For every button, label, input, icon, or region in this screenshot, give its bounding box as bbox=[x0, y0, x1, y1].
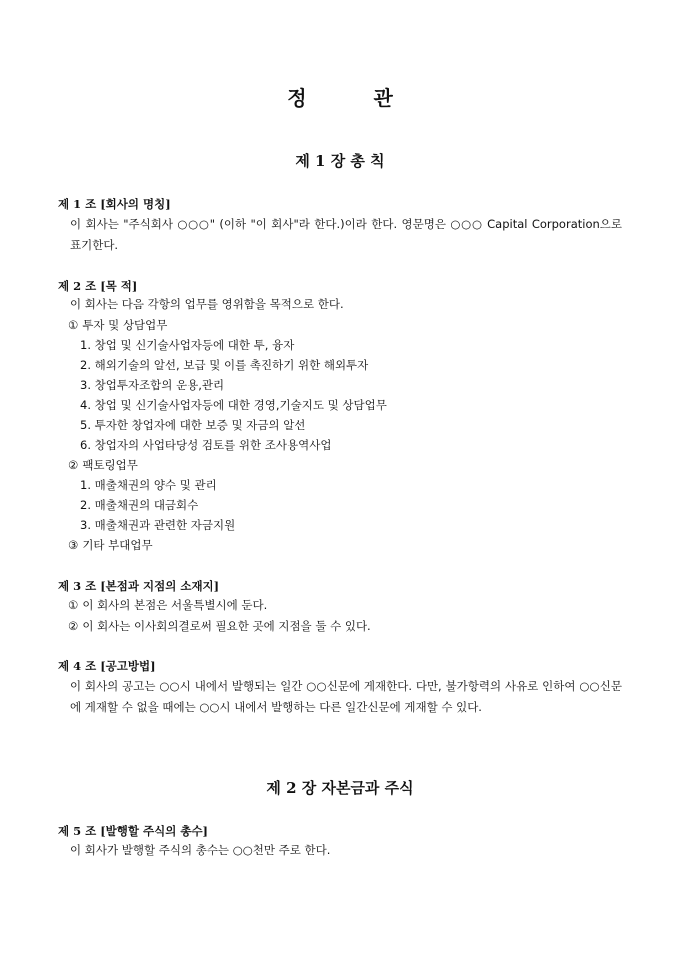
circled-number-1: ① bbox=[68, 598, 79, 612]
article-2-intro: 이 회사는 다음 각항의 업무를 영위함을 목적으로 한다. bbox=[70, 297, 344, 311]
list-item: 6. 창업자의 사업타당성 검토를 위한 조사용역사업 bbox=[80, 438, 332, 452]
chapter-2-heading: 제 2 장 자본금과 주식 bbox=[266, 779, 414, 797]
list-item: 3. 창업투자조합의 운용,관리 bbox=[80, 378, 225, 392]
chapter-1-heading: 제 1 장 총 칙 bbox=[295, 152, 385, 170]
circled-number-2: ② bbox=[68, 619, 79, 633]
article-3-item-1-text: 이 회사의 본점은 서울특별시에 둔다. bbox=[82, 598, 268, 612]
list-item: 1. 창업 및 신기술사업자등에 대한 투, 융자 bbox=[80, 338, 295, 352]
article-1-text: 이 회사는 "주식회사 ○○○" (이하 "이 회사"라 한다.)이라 한다. 영문명은 ○○○ Capital Corporation으로 표기한다. bbox=[70, 217, 622, 252]
article-2-group-3 bbox=[68, 535, 153, 555]
list-item: 5. 투자한 창업자에 대한 보증 및 자금의 알선 bbox=[80, 418, 306, 432]
group-1-label: 투자 및 상담업무 bbox=[82, 318, 168, 332]
circled-number-3: ③ bbox=[68, 538, 79, 552]
list-item: 3. 매출채권과 관련한 자금지원 bbox=[80, 518, 236, 532]
article-3-item-1 bbox=[68, 595, 267, 615]
document-title: 정 관 bbox=[287, 86, 423, 110]
article-3-item-2-text: 이 회사는 이사회의결로써 필요한 곳에 지점을 둘 수 있다. bbox=[82, 619, 371, 633]
article-5-heading: 제 5 조 [발행할 주식의 총수] bbox=[58, 824, 208, 838]
group-3-label: 기타 부대업무 bbox=[82, 538, 153, 552]
list-item: 1. 매출채권의 양수 및 관리 bbox=[80, 478, 217, 492]
article-1-heading: 제 1 조 [회사의 명칭] bbox=[58, 197, 171, 211]
article-3-heading: 제 3 조 [본점과 지점의 소재지] bbox=[58, 579, 220, 593]
list-item: 2. 해외기술의 알선, 보급 및 이를 촉진하기 위한 해외투자 bbox=[80, 358, 369, 372]
article-2-group-2 bbox=[68, 455, 138, 475]
article-2-group-1 bbox=[68, 315, 167, 335]
article-5-text: 이 회사가 발행할 주식의 총수는 ○○천만 주로 한다. bbox=[70, 843, 331, 857]
list-item: 2. 매출채권의 대금회수 bbox=[80, 498, 199, 512]
article-3-item-2 bbox=[68, 616, 371, 636]
circled-number-2: ② bbox=[68, 458, 79, 472]
article-4-heading: 제 4 조 [공고방법] bbox=[58, 659, 156, 673]
list-item: 4. 창업 및 신기술사업자등에 대한 경영,기술지도 및 상담업무 bbox=[80, 398, 387, 412]
article-4-text: 이 회사의 공고는 ○○시 내에서 발행되는 일간 ○○신문에 게재한다. 다만, 불가항력의 사유로 인하여 ○○신문에 게재할 수 없을 때에는 ○○시 내에서 발행하는 다른 일간신문에 게재할 수 있다. bbox=[70, 679, 622, 714]
article-2-heading: 제 2 조 [목 적] bbox=[58, 279, 138, 293]
group-2-label: 팩토링업무 bbox=[82, 458, 138, 472]
circled-number-1: ① bbox=[68, 318, 79, 332]
